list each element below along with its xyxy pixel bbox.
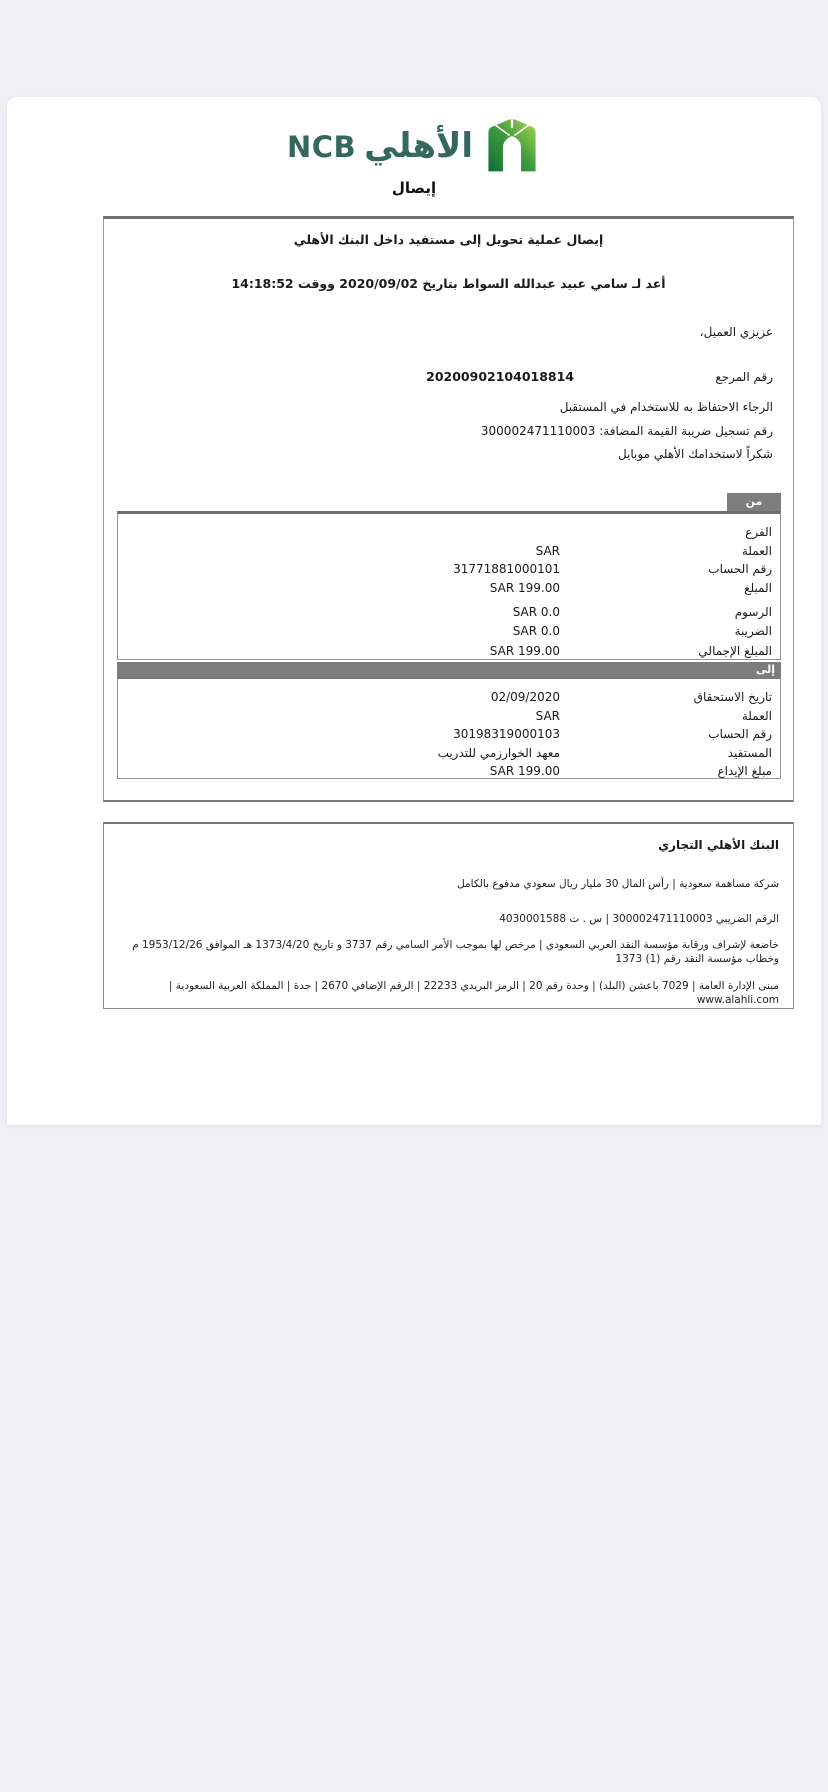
row-label: رقم الحساب: [708, 727, 772, 741]
note-keep-for-future: الرجاء الاحتفاظ به للاستخدام في المستقبل: [559, 400, 773, 414]
note-thank-you: شكراً لاستخدامك الأهلي موبايل: [617, 447, 773, 461]
table-row: [118, 523, 780, 542]
row-value: 0.0 SAR: [512, 623, 560, 638]
receipt-title: إيصال عملية تحويل إلى مستفيد داخل البنك الأهلي: [293, 232, 604, 247]
reference-value: 20200902104018814: [426, 369, 574, 384]
row-value: 199.00 SAR: [489, 580, 560, 595]
table-row: [118, 603, 780, 622]
bank-footer-box: [103, 822, 794, 1009]
row-value: 30198319000103: [453, 727, 560, 741]
footer-license-line: خاضعة لإشراف ورقابة مؤسسة النقد العربي السعودي | مرخص لها بموجب الأمر السامي رقم 3737 و تاريخ 1373/4/20 هـ الموافق 1953/12/26 م وخطاب مؤسسة النقد رقم (1) 1373: [132, 939, 779, 965]
row-value: SAR: [535, 543, 560, 558]
receipt-label: إيصال: [391, 179, 437, 197]
row-label: تاريخ الاستحقاق: [693, 690, 772, 704]
row-value: SAR: [535, 708, 560, 723]
row-label: العملة: [741, 543, 772, 558]
row-label: المبلغ: [744, 580, 772, 595]
row-label: الضريبة: [734, 623, 772, 638]
row-label: العملة: [741, 708, 772, 723]
reference-row: [104, 368, 793, 386]
bank-logo-latin-text: NCB: [287, 130, 357, 164]
reference-label: رقم المرجع: [715, 370, 773, 384]
note-vat-registration: رقم تسجيل ضريبة القيمة المضافة: 300002471110003: [480, 424, 773, 438]
table-row: [118, 642, 780, 661]
row-value: 0.0 SAR: [512, 605, 560, 619]
footer-tax-cr-line: الرقم الضريبي 300002471110003 | س . ت 4030001588: [499, 913, 779, 925]
greeting-text: عزيزي العميل،: [699, 325, 773, 339]
footer-capital-line: شركة مساهمة سعودية | رأس المال 30 مليار ريال سعودي مدفوع بالكامل: [457, 878, 779, 890]
table-row: [118, 688, 780, 707]
row-label: مبلغ الإيداع: [717, 764, 772, 778]
footer-address-line: مبنى الإدارة العامة | 7029 باعشن (البلد) | وحدة رقم 20 | الرمز البريدي 22233 | الرقم الإضافي 2670 | جدة | المملكة العربية السعودية | www.alahli.com: [168, 980, 779, 1006]
bank-logo-wordmark: [287, 126, 473, 166]
to-details-table: [117, 677, 781, 779]
table-row: [118, 707, 780, 726]
table-row: [118, 542, 780, 561]
receipt-page: [7, 97, 821, 1125]
receipt-subtitle: أعد لـ سامي عبيد عبدالله السواط بتاريخ 2020/09/02 ووقت 14:18:52: [231, 276, 666, 291]
row-label: المبلغ الإجمالي: [698, 644, 772, 658]
table-row: [118, 579, 780, 598]
row-value: [118, 523, 560, 542]
table-row: [118, 762, 780, 781]
row-value: 199.00 SAR: [489, 644, 560, 658]
from-section-badge: من: [727, 493, 781, 511]
ncb-arch-logo-icon: [483, 117, 541, 175]
bank-logo-arabic-text: الأهلي: [364, 126, 473, 166]
row-value: 02/09/2020: [490, 690, 560, 704]
table-row: [118, 560, 780, 579]
table-row: [118, 725, 780, 744]
bank-logo: [7, 117, 821, 175]
table-row: [118, 622, 780, 641]
from-details-table: [117, 511, 781, 660]
bank-legal-name: البنك الأهلي التجاري: [658, 838, 779, 852]
row-value: 199.00 SAR: [489, 764, 560, 778]
row-label: الفرع: [745, 525, 772, 539]
row-label: المستفيد: [727, 745, 772, 760]
row-label: الرسوم: [734, 605, 772, 619]
row-value: معهد الخوارزمي للتدريب: [437, 745, 560, 760]
row-value: 31771881000101: [453, 562, 560, 576]
receipt-main-box: [103, 216, 794, 802]
row-label: رقم الحساب: [708, 562, 772, 576]
to-section-badge: إلى: [117, 662, 781, 677]
table-row: [118, 744, 780, 763]
